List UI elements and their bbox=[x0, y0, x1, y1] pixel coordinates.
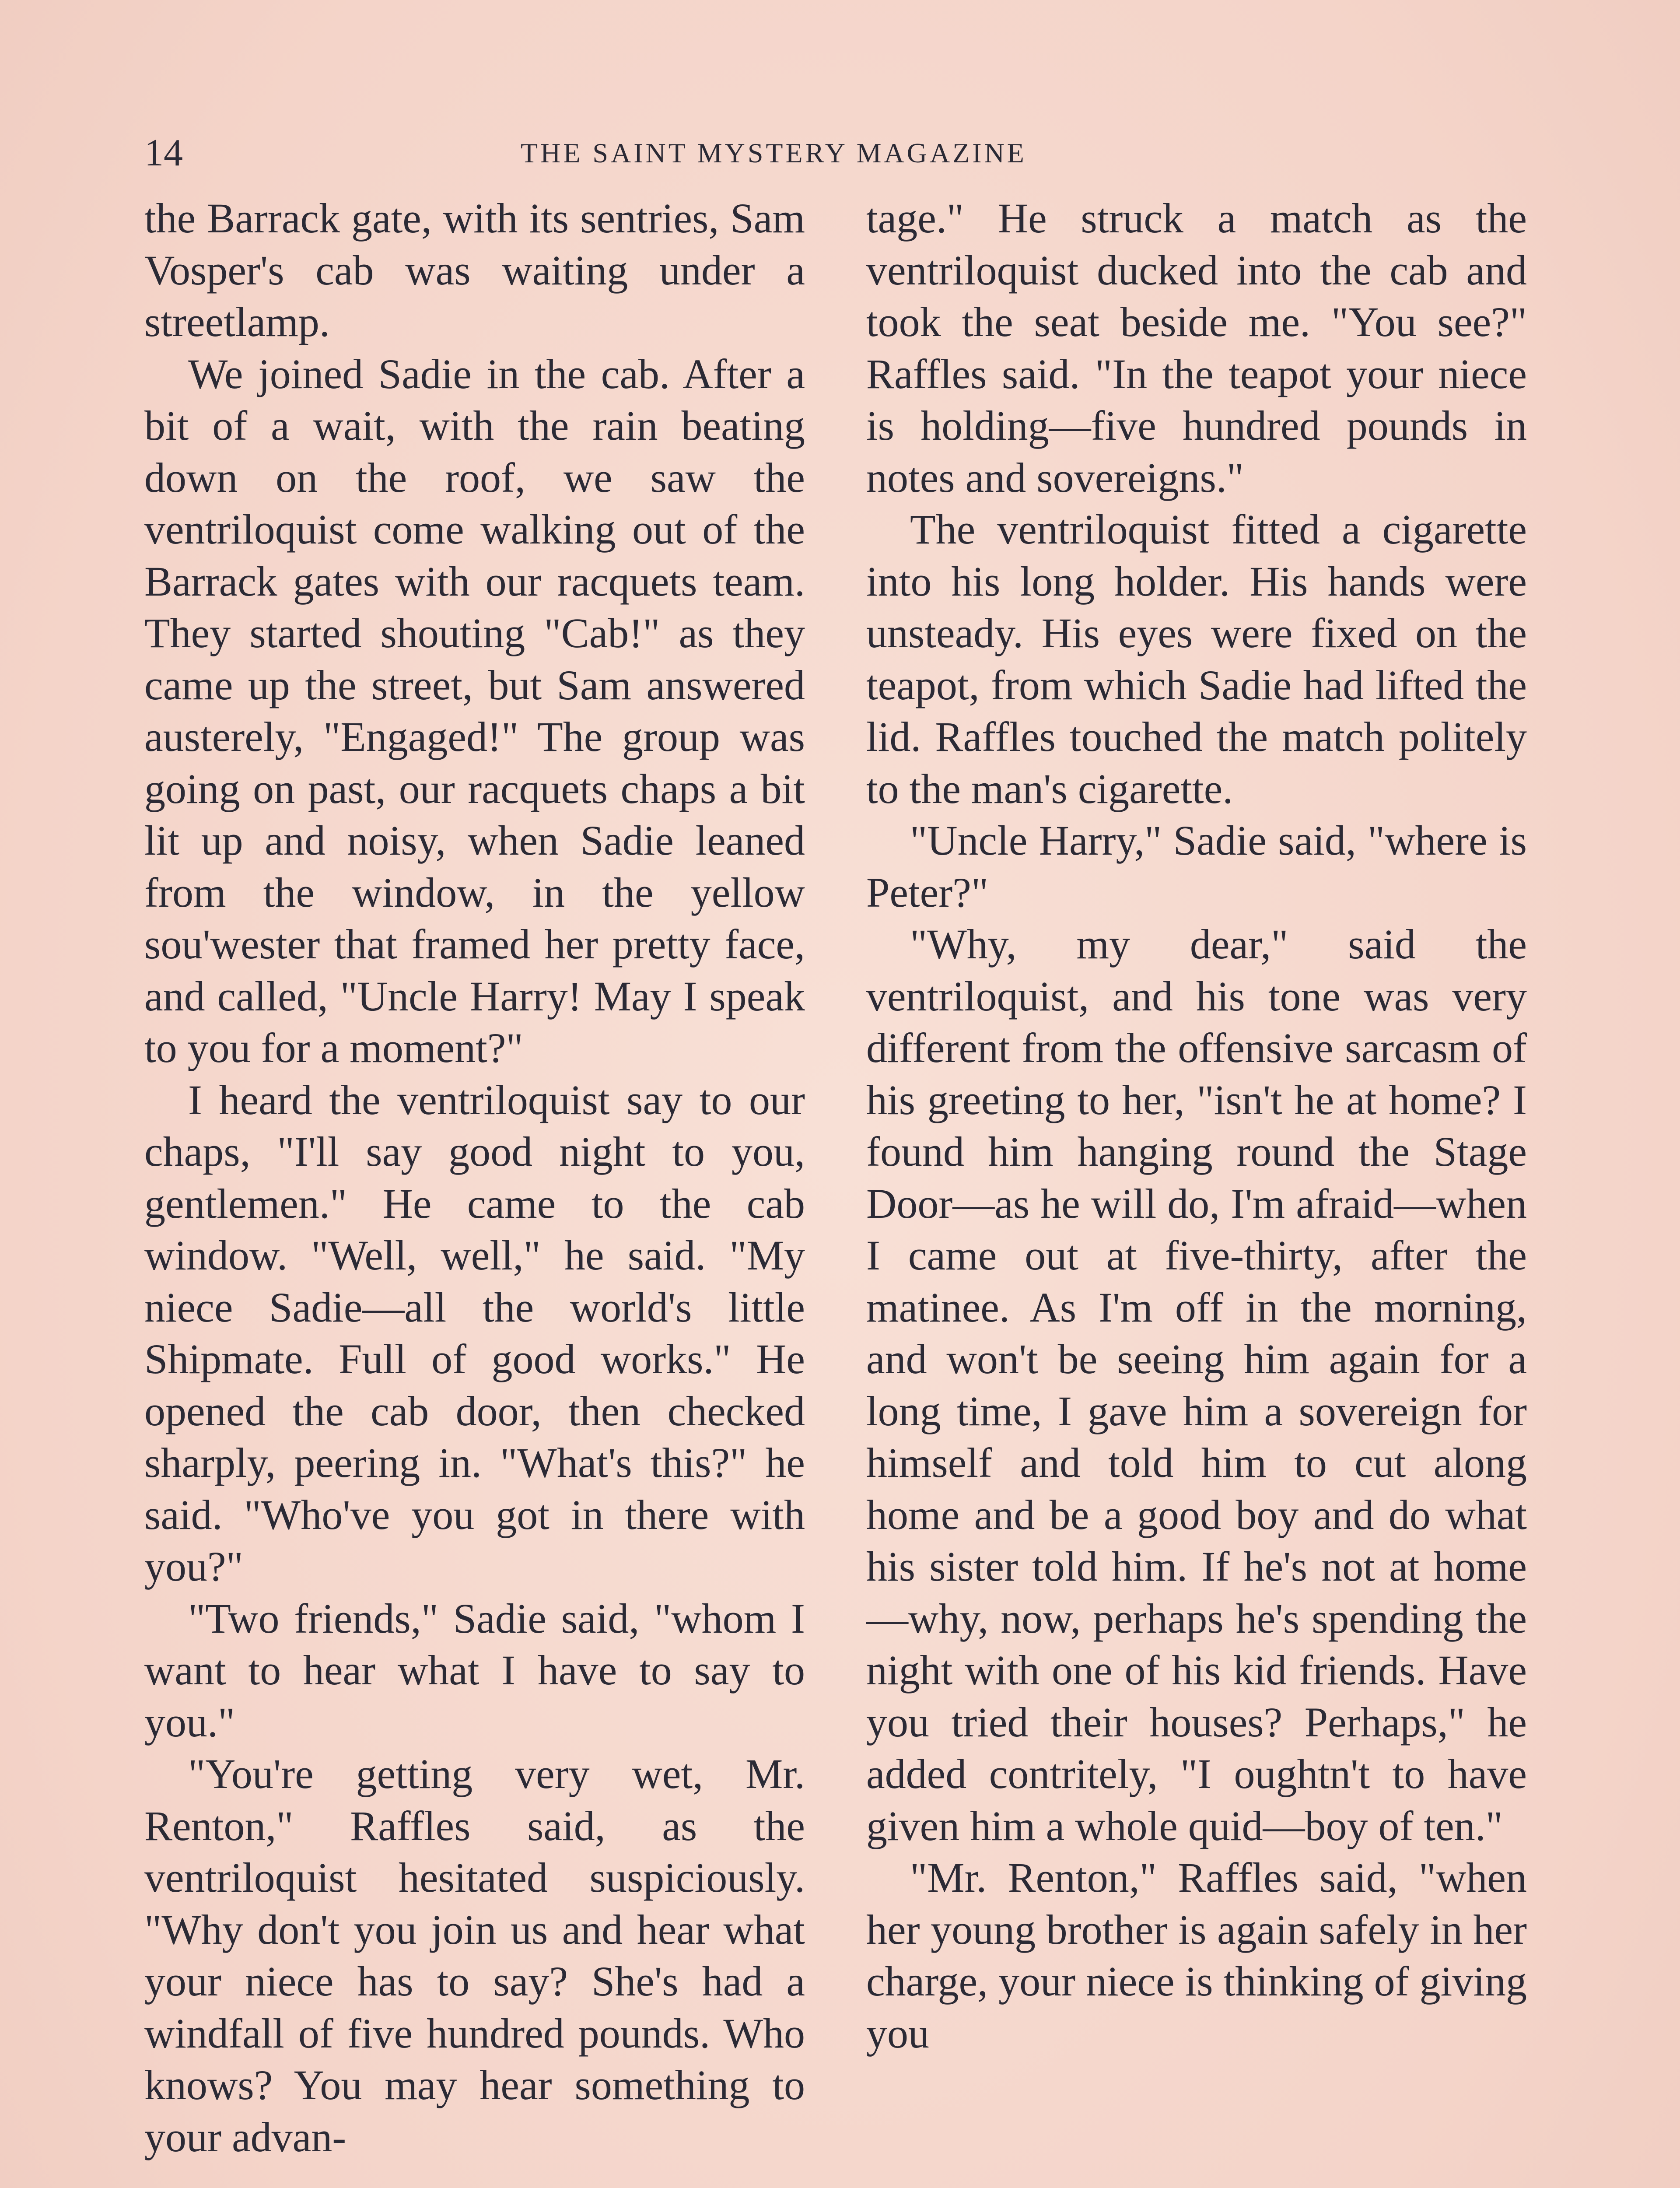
right-text-column bbox=[866, 193, 1527, 2059]
paragraph: "Why, my dear," said the ventriloquist, and his tone was very different from the offensive sarcasm of his greeting to her, "isn't he at home? I found him hanging round the Stage Door—as he will do, I'm afraid—when I came out at five-thirty, after the matinee. As I'm off in the morning, and won't be seeing him again for a long time, I gave him a sovereign for himself and told him to cut along home and be a good boy and do what his sister told him. If he's not at home—why, now, perhaps he's spending the night with one of his kid friends. Have you tried their houses? Perhaps," he added contritely, "I oughtn't to have given him a whole quid—boy of ten." bbox=[866, 921, 1527, 1849]
paragraph: The ventriloquist fitted a cigarette into his long holder. His hands were unsteady. His eyes were fixed on the teapot, from which Sadie had lifted the lid. Raffles touched the match politely to the man's cigarette. bbox=[866, 506, 1527, 812]
paragraph: the Barrack gate, with its sentries, Sam Vosper's cab was waiting under a streetlamp. bbox=[144, 195, 805, 345]
paragraph: We joined Sadie in the cab. After a bit of a wait, with the rain beating down on the roof, we saw the ventriloquist come walking out of the Barrack gates with our racquets team. They started shouting "Cab!" as they came up the street, but Sam answered austerely, "Engaged!" The group was going on past, our racquets chaps a bit lit up and noisy, when Sadie leaned from the window, in the yellow sou'wester that framed her pretty face, and called, "Uncle Harry! May I speak to you for a moment?" bbox=[144, 350, 805, 1071]
paragraph: "You're getting very wet, Mr. Renton," Raffles said, as the ventriloquist hesitated suspiciously. "Why don't you join us and hear what your niece has to say? She's had a windfall of five hundred pounds. Who knows? You may hear something to your advan- bbox=[144, 1750, 805, 2160]
paragraph: "Uncle Harry," Sadie said, "where is Peter?" bbox=[866, 817, 1527, 916]
left-text-column bbox=[144, 193, 805, 2163]
page-number: 14 bbox=[144, 132, 183, 174]
running-title: THE SAINT MYSTERY MAGAZINE bbox=[521, 137, 1027, 168]
paragraph: I heard the ventriloquist say to our chaps, "I'll say good night to you, gentlemen." He came to the cab window. "Well, well," he said. "My niece Sadie—all the world's little Shipmate. Full of good works." He opened the cab door, then checked sharply, peering in. "What's this?" he said. "Who've you got in there with you?" bbox=[144, 1076, 805, 1590]
paragraph: "Two friends," Sadie said, "whom I want to hear what I have to say to you." bbox=[144, 1595, 805, 1746]
page-header bbox=[144, 127, 1536, 179]
paragraph: "Mr. Renton," Raffles said, "when her young brother is again safely in her charge, your niece is thinking of giving you bbox=[866, 1854, 1527, 2057]
paragraph: tage." He struck a match as the ventriloquist ducked into the cab and took the seat beside me. "You see?" Raffles said. "In the teapot your niece is holding—five hundred pounds in notes and sovereigns." bbox=[866, 195, 1527, 501]
